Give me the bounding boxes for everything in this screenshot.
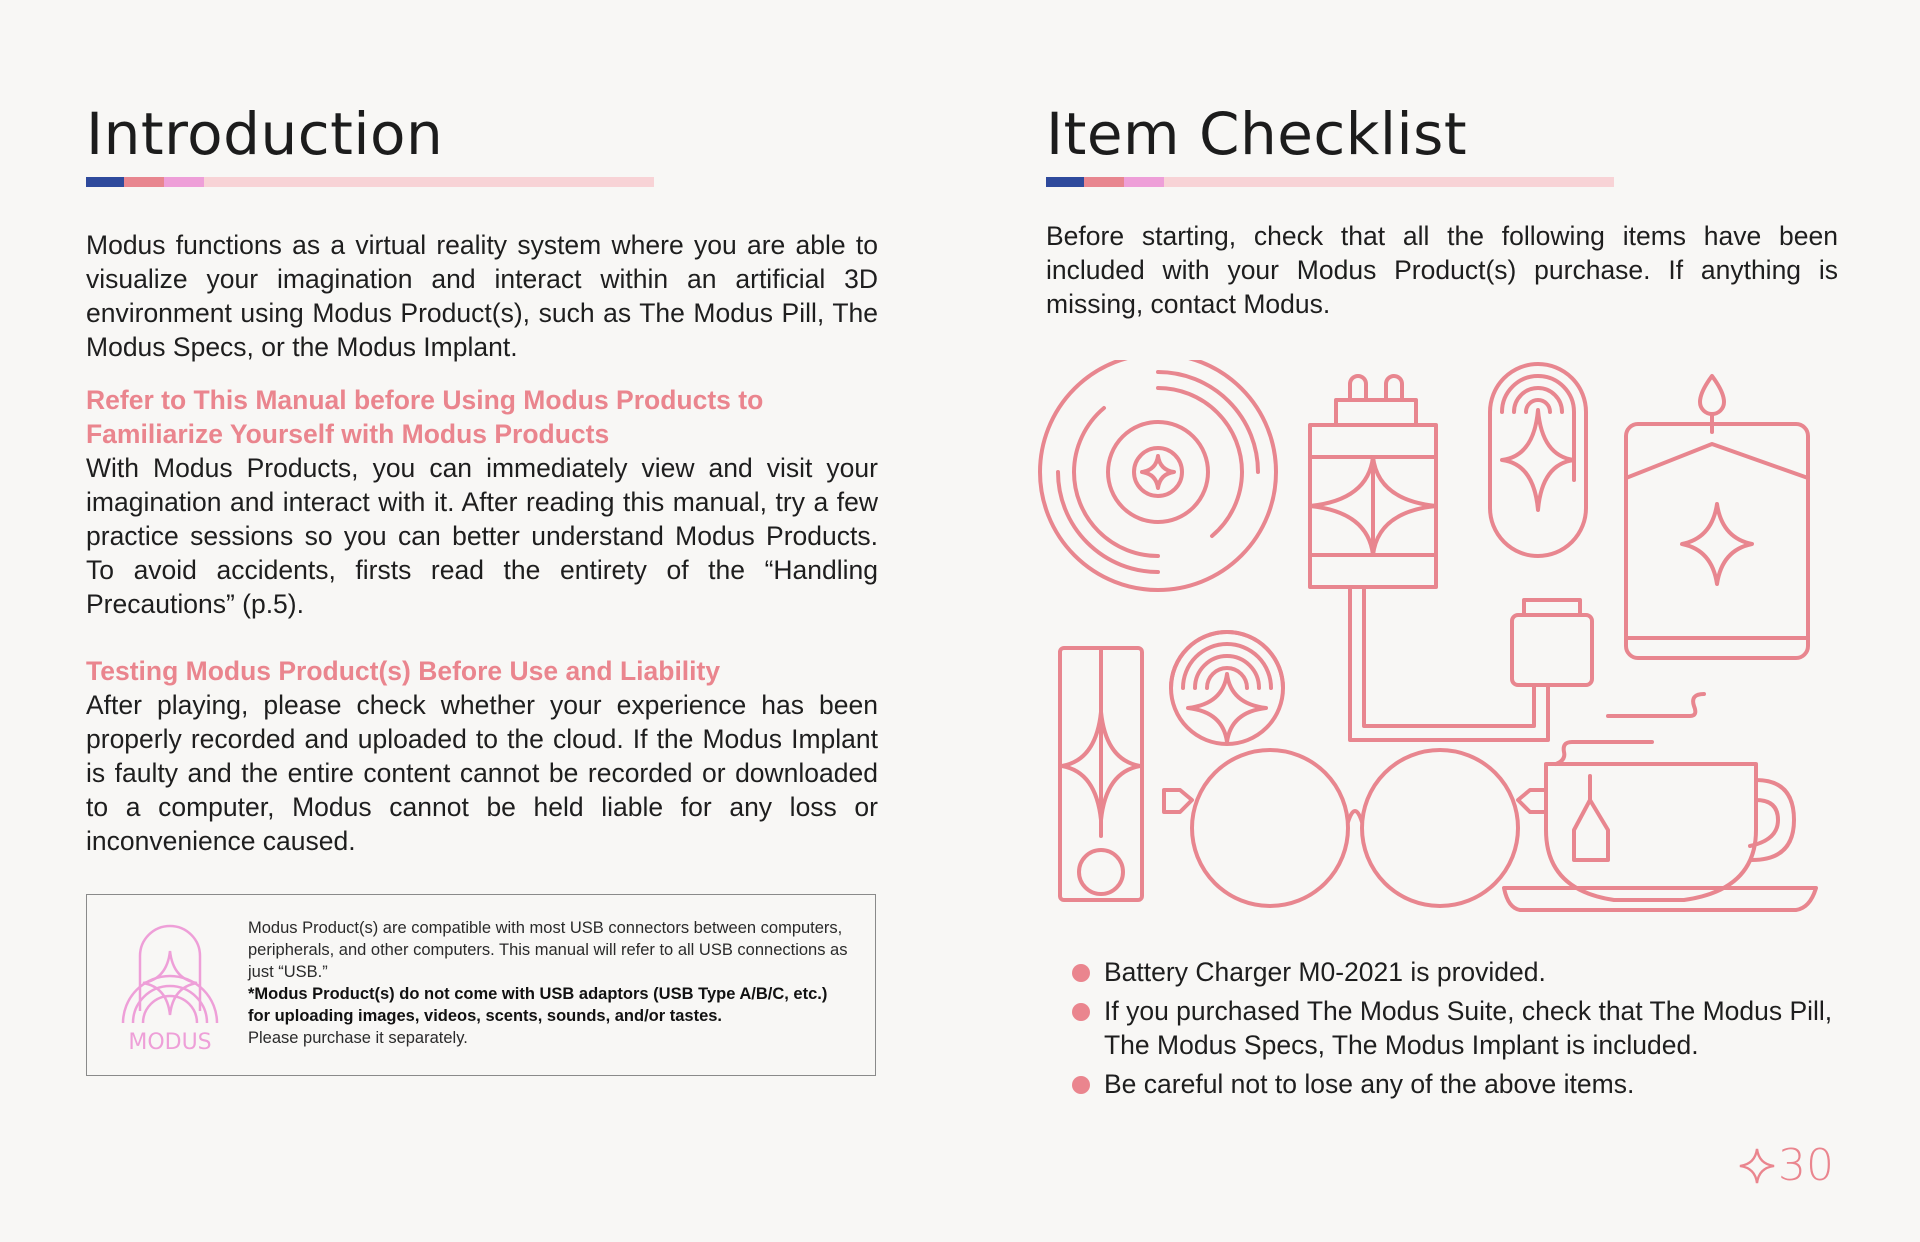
notice-text-2: Please purchase it separately. bbox=[248, 1029, 468, 1047]
usb-notice-text bbox=[248, 917, 848, 1049]
section-testing-body: After playing, please check whether your experience has been properly recorded and uploaded to the cloud. If the Modus Implant is faulty and the entire content cannot be recorded or downloaded to a computer, Modus cannot be held liable for any loss or inconvenience caused. bbox=[86, 690, 878, 856]
bullet-icon bbox=[1072, 964, 1090, 982]
checklist-title: Item Checklist bbox=[1046, 100, 1468, 168]
list-item: Be careful not to lose any of the above items. bbox=[1072, 1067, 1852, 1101]
svg-text:MODUS: MODUS bbox=[128, 1030, 212, 1055]
bullet-icon bbox=[1072, 1076, 1090, 1094]
section-manual bbox=[86, 383, 878, 621]
disc-icon bbox=[1040, 360, 1276, 590]
section-manual-body: With Modus Products, you can immediately view and visit your imagination and interact with it. After reading this manual, try a few practice sessions so you can better understand Modus Products. To avoid accidents, firsts read the entirety of the “Handling Precautions” (p.5). bbox=[86, 453, 878, 619]
charger-icon bbox=[1310, 376, 1592, 740]
introduction-title: Introduction bbox=[86, 100, 444, 168]
bullet-icon bbox=[1072, 1003, 1090, 1021]
modus-logo-icon bbox=[115, 911, 225, 1061]
checklist-items bbox=[1072, 955, 1852, 1106]
list-item: Battery Charger M0-2021 is provided. bbox=[1072, 955, 1852, 989]
pill-icon bbox=[1490, 364, 1586, 556]
glasses-icon bbox=[1164, 750, 1546, 906]
tea-cup-icon bbox=[1504, 694, 1816, 910]
title-rule bbox=[1046, 177, 1614, 187]
stick-icon bbox=[1060, 648, 1142, 900]
candle-icon bbox=[1626, 376, 1808, 658]
list-item: If you purchased The Modus Suite, check that The Modus Pill, The Modus Specs, The Modus Implant is included. bbox=[1072, 994, 1852, 1062]
checklist-intro: Before starting, check that all the following items have been included with your Modus Product(s) purchase. If anything is missing, contact Modus. bbox=[1046, 221, 1838, 319]
title-rule bbox=[86, 177, 654, 187]
items-illustration bbox=[1034, 360, 1824, 920]
star-icon bbox=[1738, 1147, 1776, 1185]
introduction-paragraph: Modus functions as a virtual reality system where you are able to visualize your imagination and interact within an artificial 3D environment using Modus Product(s), such as The Modus Pill, The Modus Specs, or the Modus Implant. bbox=[86, 230, 878, 362]
page-number-text: 30 bbox=[1778, 1140, 1834, 1191]
notice-text-1: Modus Product(s) are compatible with most USB connectors between computers, peripherals, and other computers. This manual will refer to all USB connections as just “USB.” bbox=[248, 919, 848, 981]
notice-text-bold: *Modus Product(s) do not come with USB adaptors (USB Type A/B/C, etc.) for uploading images, videos, scents, sounds, and/or tastes. bbox=[248, 985, 828, 1025]
implant-icon bbox=[1171, 632, 1283, 744]
section-testing-heading: Testing Modus Product(s) Before Use and Liability bbox=[86, 656, 721, 686]
page-number bbox=[1738, 1140, 1834, 1191]
section-manual-heading: Refer to This Manual before Using Modus Products to Familiarize Yourself with Modus Products bbox=[86, 385, 764, 449]
section-testing bbox=[86, 654, 878, 858]
usb-notice-box bbox=[86, 894, 876, 1076]
